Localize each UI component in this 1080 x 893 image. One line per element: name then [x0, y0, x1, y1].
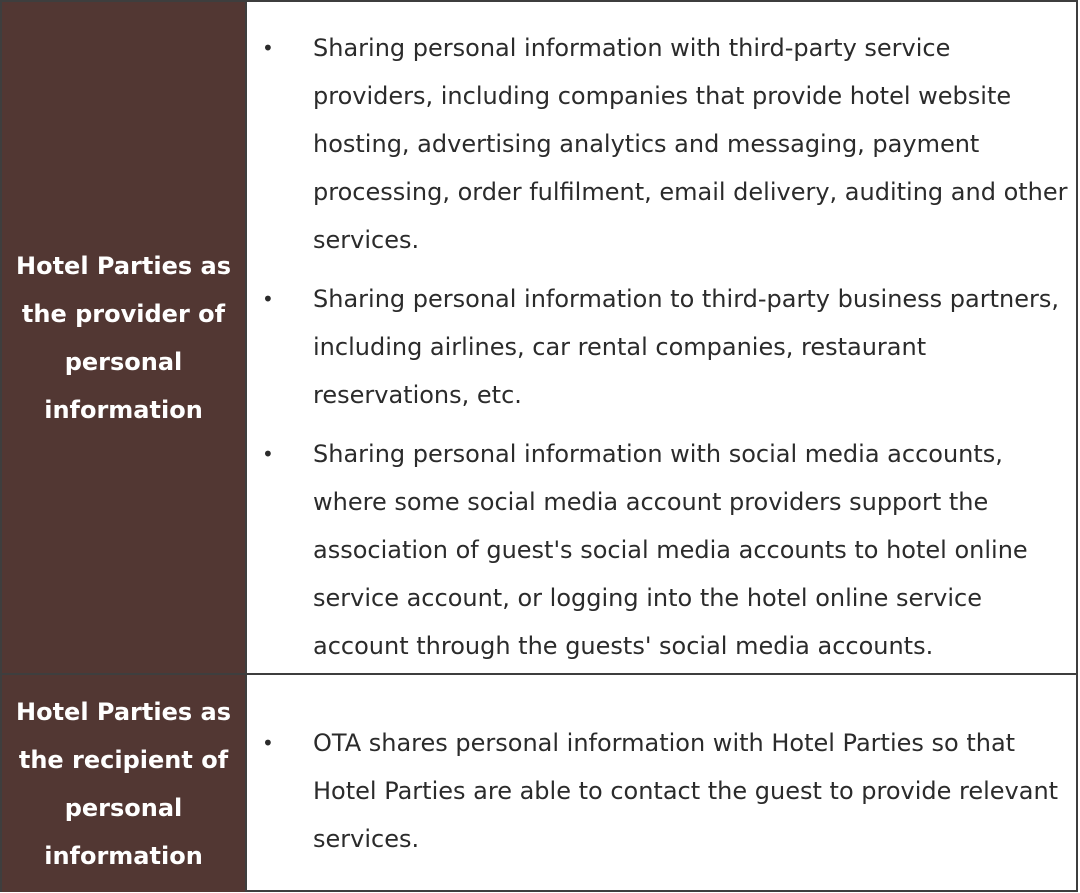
row-label-cell: [2, 675, 247, 892]
bullet-icon: •: [262, 442, 274, 466]
table-row-provider: [2, 2, 1078, 675]
bullet-list: [247, 675, 1078, 863]
row-content-cell: [247, 675, 1078, 892]
row-content-cell: [247, 2, 1078, 673]
list-item: [247, 275, 1078, 419]
row-label: Hotel Parties as the provider of personal information: [16, 251, 231, 424]
bullet-icon: •: [262, 731, 274, 755]
bullet-icon: •: [262, 36, 274, 60]
list-item-text: Sharing personal information with social media accounts, where some social media account providers support the association of guest's social media accounts to hotel online service account, or logging into the hotel online service account through the guests' social media accounts.: [313, 440, 1028, 660]
list-item: [247, 430, 1078, 670]
table-row-recipient: [2, 675, 1078, 892]
list-item: [247, 24, 1078, 264]
list-item-text: Sharing personal information to third-party business partners, including airlines, car rental companies, restaurant reservations, etc.: [313, 285, 1060, 409]
list-item: [247, 719, 1078, 863]
list-item-text: OTA shares personal information with Hotel Parties so that Hotel Parties are able to contact the guest to provide relevant services.: [313, 729, 1059, 853]
bullet-icon: •: [262, 287, 274, 311]
list-item-text: Sharing personal information with third-party service providers, including companies that provide hotel website hosting, advertising analytics and messaging, payment processing, order fulfilment, email delivery, auditing and other services.: [313, 34, 1068, 254]
row-label: Hotel Parties as the recipient of personal information: [16, 697, 231, 870]
bullet-list: [247, 2, 1078, 670]
row-label-cell: [2, 2, 247, 673]
